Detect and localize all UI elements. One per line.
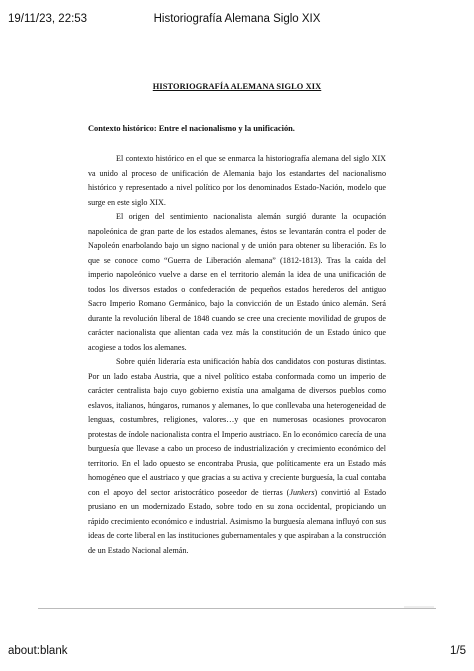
print-url: about:blank: [8, 645, 68, 657]
print-datetime: 19/11/23, 22:53: [8, 13, 88, 25]
page-divider: [38, 608, 436, 609]
print-page-title: Historiografía Alemana Siglo XIX: [153, 13, 321, 25]
print-page-number: 1/5: [450, 645, 466, 657]
paragraph: El contexto histórico en el que se enmarca la historiografía alemana del siglo XIX va unido al proceso de unificación de Alemania bajo los estandartes del nacionalismo histórico y representado a nivel político por los denominados Estado-Nación, modelo que surge en este siglo XIX.: [88, 154, 386, 207]
footer-mark: [404, 604, 434, 608]
document-title: HISTORIOGRAFÍA ALEMANA SIGLO XIX: [152, 82, 322, 91]
document-body: [88, 152, 386, 558]
section-heading: Contexto histórico: Entre el nacionalismo y la unificación.: [88, 124, 295, 133]
paragraph: Sobre quién lideraría esta unificación había dos candidatos con posturas distintas. Por un lado estaba Austria, que a nivel político estaba conformada como un imperio de carácter centralista bajo cuyo gobierno existía una amalgama de diversos pueblos como eslavos, italianos, húngaros, rumanos y alemanes, lo que conllevaba una heterogeneidad de lenguas, costumbres, religiones, valores…y que en numerosas ocasiones provocaron protestas de índole nacionalista contra el Imperio austriaco. En lo económico carecía de una burguesía que llevase a cabo un proceso de industrialización y crecimiento económico del territorio. En el lado opuesto se encontraba Prusia, que políticamente era un Estado más homogéneo que el austriaco y que gracias a su activa y creciente burguesía, la cual contaba con el apoyo del sector aristocrático poseedor de tierras (Junkers) convirtió al Estado prusiano en un modernizado Estado, sobre todo en su zona occidental, propiciando un rápido crecimiento económico e industrial. Asimismo la burguesía alemana influyó con sus ideas de corte liberal en las instituciones gubernamentales y que aspiraban a la construcción de un Estado Nacional alemán.: [88, 357, 387, 555]
paragraph: El origen del sentimiento nacionalista alemán surgió durante la ocupación napoleónica de gran parte de los estados alemanes, éstos se levantarán contra el poder de Napoleón enarbolando bajo un signo nacional y de unión para obtener su liberación. Es lo que se conoce como “Guerra de Liberación alemana” (1812-1813). Tras la caída del imperio napoleónico vuelve a darse en el territorio alemán la idea de una unificación de todos los diversos estados o confederación de pequeños estados herederos del antiguo Sacro Imperio Romano Germánico, bajo la convicción de un Estado único alemán. Será durante la revolución liberal de 1848 cuando se cree una creciente movilidad de grupos de carácter nacionalista que alientan cada vez más la constitución de un Estado único que acogiese a todos los alemanes.: [88, 212, 386, 352]
